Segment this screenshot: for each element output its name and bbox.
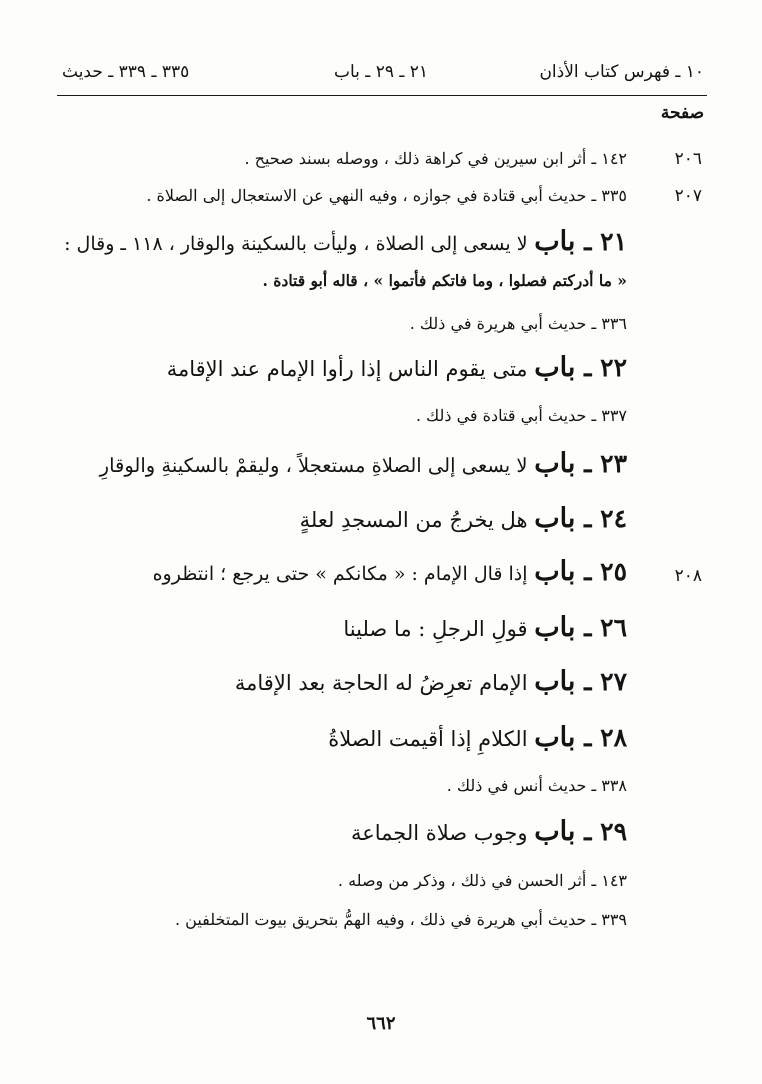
chapter-title: لا يسعى إلى الصلاةِ مستعجلاً ، وليقمْ بالسكينةِ والوقارِ [99,454,528,477]
chapter-title: الكلامِ إذا أقيمت الصلاةُ [328,727,528,751]
chapter-heading: ٢٩ ـ باب وجوب صلاة الجماعة [350,816,627,847]
chapter-keyword: باب [534,666,576,697]
chapter-title: وجوب صلاة الجماعة [350,821,528,845]
chapter-keyword: باب [534,352,576,383]
chapter-number: ٢٢ [600,353,627,382]
chapter-heading: ٢٣ ـ باب لا يسعى إلى الصلاةِ مستعجلاً ، وليقمْ بالسكينةِ والوقارِ [99,448,627,479]
page-ref: ٢٠٦ [674,149,702,169]
index-entry: ٣٣٩ ـ حديث أبي هريرة في ذلك ، وفيه الهمُّ بتحريق بيوت المتخلفين . [174,910,627,929]
chapter-number: ٢٤ [600,504,627,533]
chapter-number: ٢٣ [600,449,627,478]
running-header-hadith-range: ٣٣٥ ـ ٣٣٩ ـ حديث [62,62,190,82]
chapter-title: هل يخرجُ من المسجدِ لعلةٍ [299,508,528,532]
chapter-title: متى يقوم الناس إذا رأوا الإمام عند الإقامة [166,357,528,381]
index-entry: ٣٣٦ ـ حديث أبي هريرة في ذلك . [409,314,627,333]
chapter-keyword: باب [534,612,576,643]
chapter-keyword: باب [534,448,576,479]
chapter-heading: ٢٤ ـ باب هل يخرجُ من المسجدِ لعلةٍ [299,503,627,534]
chapter-title: إذا قال الإمام : « مكانكم » حتى يرجع ؛ انتظروه [152,563,528,585]
chapter-keyword: باب [534,722,576,753]
chapter-keyword: باب [534,226,576,257]
chapter-number: ٢٦ [600,613,627,642]
page-column-label: صفحة [660,103,704,123]
chapter-heading: ٢٨ ـ باب الكلامِ إذا أقيمت الصلاةُ [328,722,627,753]
running-header-chapter: ١٠ ـ فهرس كتاب الأذان [539,62,704,82]
chapter-heading: ٢٦ ـ باب قولِ الرجلِ : ما صلينا [343,612,627,643]
chapter-heading: ٢٢ ـ باب متى يقوم الناس إذا رأوا الإمام عند الإقامة [166,352,627,383]
page-ref: ٢٠٨ [674,566,702,586]
index-entry: ١٤٣ ـ أثر الحسن في ذلك ، وذكر من وصله . [337,871,627,890]
chapter-title: قولِ الرجلِ : ما صلينا [343,617,528,641]
chapter-keyword: باب [534,503,576,534]
page-number: ٦٦٢ [366,1013,396,1034]
running-header-chapters: ٢١ ـ ٢٩ ـ باب [333,62,429,82]
chapter-heading: ٢١ ـ باب لا يسعى إلى الصلاة ، وليأت بالسكينة والوقار ، ١١٨ ـ وقال : [64,226,627,257]
header-rule [57,95,707,96]
chapter-heading: ٢٧ ـ باب الإمام تعرِضُ له الحاجة بعد الإقامة [234,666,627,697]
chapter-number: ٢٩ [600,817,627,846]
chapter-keyword: باب [534,816,576,847]
chapter-keyword: باب [534,556,576,587]
chapter-number: ٢٨ [600,723,627,752]
chapter-number: ٢٧ [600,667,627,696]
page-ref: ٢٠٧ [674,186,702,206]
chapter-number: ٢١ [600,227,627,256]
index-entry: ٣٣٧ ـ حديث أبي قتادة في ذلك . [415,406,627,425]
index-entry: ١٤٢ ـ أثر ابن سيرين في كراهة ذلك ، ووصله بسند صحيح . [244,149,627,168]
index-entry-quote: « ما أدركتم فصلوا ، وما فاتكم فأتموا » ، قاله أبو قتادة . [262,271,627,290]
chapter-title: لا يسعى إلى الصلاة ، وليأت بالسكينة والوقار ، ١١٨ ـ وقال : [64,233,528,255]
index-entry: ٣٣٥ ـ حديث أبي قتادة في جوازه ، وفيه النهي عن الاستعجال إلى الصلاة . [146,186,627,205]
chapter-title: الإمام تعرِضُ له الحاجة بعد الإقامة [234,671,528,695]
index-entry: ٣٣٨ ـ حديث أنس في ذلك . [446,776,627,795]
chapter-number: ٢٥ [600,557,627,586]
chapter-heading: ٢٥ ـ باب إذا قال الإمام : « مكانكم » حتى يرجع ؛ انتظروه [152,556,627,587]
